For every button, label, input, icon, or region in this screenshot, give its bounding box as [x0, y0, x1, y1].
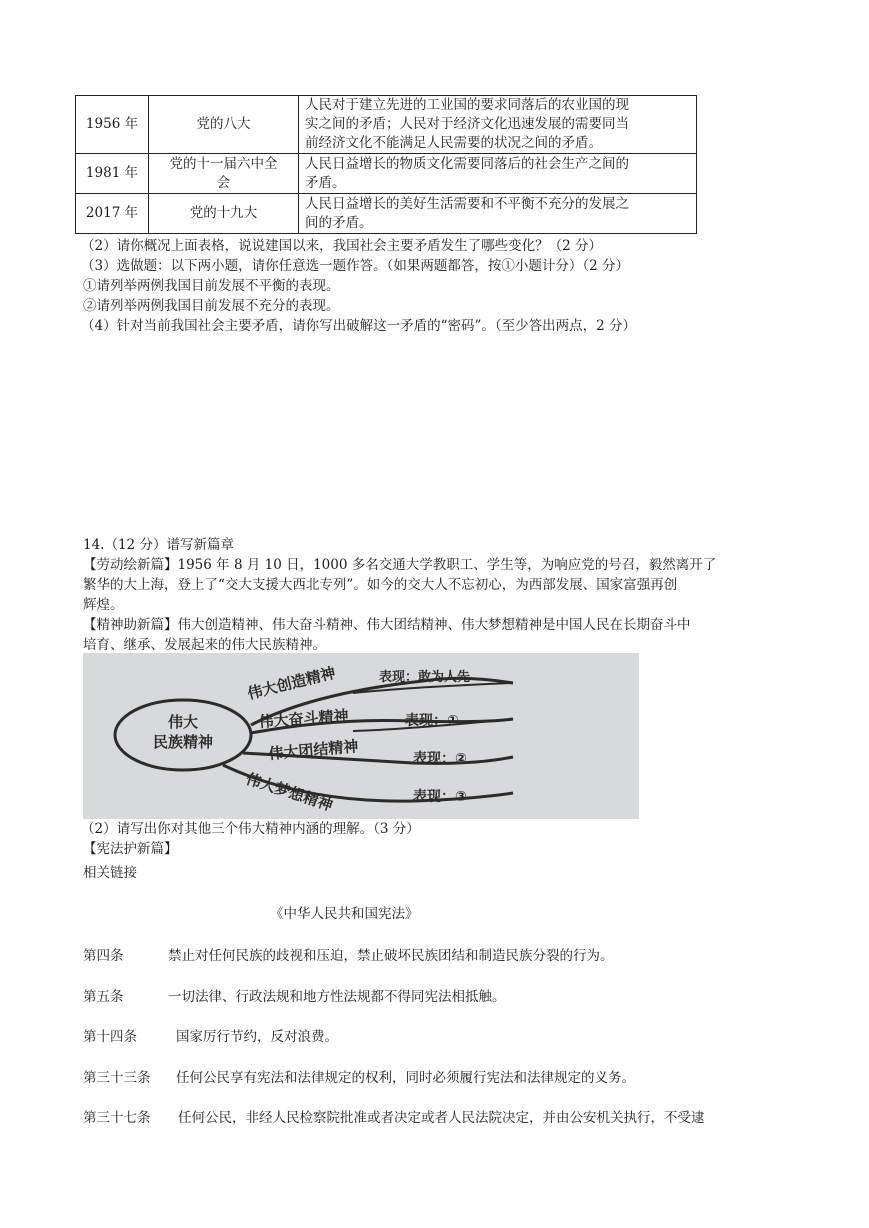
- labor-line: 繁华的大上海，登上了“交大支援大西北专列”。如今的交大人不忘初心，为西部发展、国家富强再创: [83, 577, 678, 593]
- branch-expression-creation: 表现：敢为人先: [379, 670, 471, 685]
- article-label: 第十四条: [83, 1029, 137, 1045]
- question-3-option-1: ①请列举两例我国目前发展不平衡的表现。: [83, 278, 340, 294]
- meeting-line: 党的十一届六中全: [169, 155, 278, 172]
- question-3: （3）选做题：以下两小题，请你任意选一题作答。（如果两题都答，按①小题计分）（2 分）: [81, 258, 629, 274]
- branch-name-unity: 伟大团结精神: [267, 737, 360, 763]
- labor-line: 【劳动绘新篇】1956 年 8 月 10 日，1000 多名交通大学教职工、学生等，为响应党的号召，毅然离开了: [83, 557, 717, 573]
- spirit-mind-map: [83, 653, 639, 819]
- article-text: 一切法律、行政法规和地方性法规都不得同宪法相抵触。: [168, 989, 506, 1005]
- description-line: 人民日益增长的物质文化需要同落后的社会生产之间的: [305, 155, 629, 172]
- article-text: 任何公民，非经人民检察院批准或者决定或者人民法院决定，并由公安机关执行，不受逮: [178, 1110, 705, 1126]
- year-cell: 1956 年: [76, 96, 149, 154]
- center-label-1: 伟大: [167, 713, 199, 731]
- description-line: 间的矛盾。: [305, 214, 373, 231]
- meeting-cell: [149, 154, 299, 194]
- constitution-title: 《中华人民共和国宪法》: [270, 906, 419, 922]
- branch-expression-dream: 表现：③: [413, 789, 467, 805]
- article-label: 第四条: [83, 948, 124, 964]
- question-3-option-2: ②请列举两例我国目前发展不充分的表现。: [83, 298, 340, 314]
- description-line: 前经济文化不能满足人民需要的状况之间的矛盾。: [305, 135, 602, 151]
- description-line: 矛盾。: [305, 174, 346, 191]
- description-line: 人民日益增长的美好生活需要和不平衡不充分的发展之: [305, 195, 629, 212]
- branch-expression-struggle: 表现：①: [405, 713, 459, 729]
- description-cell: [299, 154, 697, 194]
- description-cell: [299, 194, 697, 234]
- question-14-title: 14.（12 分）谱写新篇章: [83, 537, 234, 553]
- meeting-cell: 党的八大: [149, 96, 299, 154]
- contradiction-table: [75, 95, 697, 234]
- meeting-cell: 党的十九大: [149, 194, 299, 234]
- branch-name-dream: 伟大梦想精神: [243, 769, 335, 815]
- related-link-label: 相关链接: [83, 865, 137, 881]
- branch-expression-unity: 表现：②: [413, 751, 467, 767]
- labor-line: 辉煌。: [83, 597, 124, 613]
- branch-name-creation: 伟大创造精神: [245, 663, 338, 703]
- center-label-2: 民族精神: [152, 733, 214, 751]
- table-row: [76, 194, 697, 234]
- article-label: 第三十三条: [83, 1070, 151, 1086]
- spirit-section: [83, 615, 783, 655]
- year-cell: 2017 年: [76, 194, 149, 234]
- table-row: [76, 154, 697, 194]
- article-label: 第三十七条: [83, 1110, 151, 1126]
- spirit-line: 培育、继承、发展起来的伟大民族精神。: [83, 637, 326, 653]
- table-row: [76, 96, 697, 154]
- article-label: 第五条: [83, 989, 124, 1005]
- article-text: 国家厉行节约，反对浪费。: [176, 1029, 338, 1045]
- meeting-line: 会: [216, 174, 231, 191]
- year-cell: 1981 年: [76, 154, 149, 194]
- labor-section: [83, 555, 783, 615]
- description-line: 人民对于建立先进的工业国的要求同落后的农业国的现: [305, 97, 629, 113]
- question-2: （2）请你概况上面表格，说说建国以来，我国社会主要矛盾发生了哪些变化？（2 分）: [81, 238, 602, 254]
- question-4: （4）针对当前我国社会主要矛盾，请你写出破解这一矛盾的“密码”。（至少答出两点，2 分）: [81, 318, 637, 334]
- description-cell: [299, 96, 697, 154]
- branch-name-struggle: 伟大奋斗精神: [258, 706, 350, 731]
- question-14-2: （2）请写出你对其他三个伟大精神内涵的理解。（3 分）: [81, 821, 420, 837]
- description-line: 实之间的矛盾；人民对于经济文化迅速发展的需要同当: [305, 116, 629, 132]
- constitution-heading: 【宪法护新篇】: [83, 841, 178, 857]
- article-text: 禁止对任何民族的歧视和压迫，禁止破坏民族团结和制造民族分裂的行为。: [168, 948, 614, 964]
- mind-map-diagram: [83, 653, 639, 819]
- spirit-line: 【精神助新篇】伟大创造精神、伟大奋斗精神、伟大团结精神、伟大梦想精神是中国人民在长期奋斗中: [83, 617, 691, 633]
- article-text: 任何公民享有宪法和法律规定的权利，同时必须履行宪法和法律规定的义务。: [176, 1070, 635, 1086]
